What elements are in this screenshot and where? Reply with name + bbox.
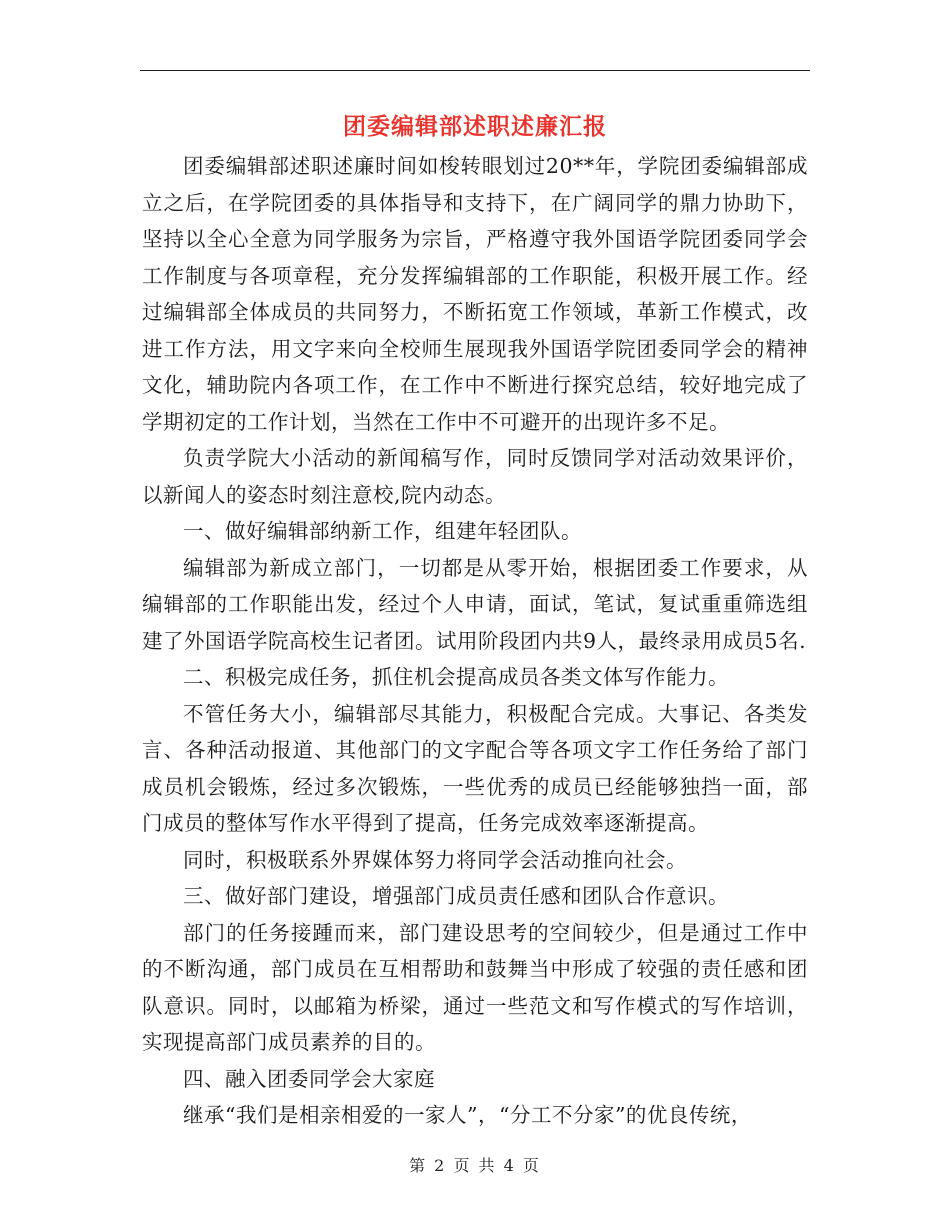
paragraph: 同时，积极联系外界媒体努力将同学会活动推向社会。 <box>183 847 687 872</box>
header-rule <box>140 70 810 71</box>
section-heading: 二、积极完成任务，抓住机会提高成员各类文体写作能力。 <box>183 665 729 689</box>
document-body <box>142 148 808 1134</box>
section-heading: 三、做好部门建设，增强部门成员责任感和团队合作意识。 <box>183 884 729 908</box>
paragraph: 团委编辑部述职述廉时间如梭转眼划过20**年，学院团委编辑部成立之后，在学院团委的具体指导和支持下，在广阔同学的鼎力协助下，坚持以全心全意为同学服务为宗旨，严格遵守我外国语学院团委同学会工作制度与各项章程，充分发挥编辑部的工作职能，积极开展工作。经过编辑部全体成员的共同努力，不断拓宽工作领域，革新工作模式，改进工作方法，用文字来向全校师生展现我外国语学院团委同学会的精神文化，辅助院内各项工作，在工作中不断进行探究总结，较好地完成了学期初定的工作计划，当然在工作中不可避开的出现许多不足。 <box>142 154 808 434</box>
section-heading: 四、融入团委同学会大家庭 <box>183 1066 435 1091</box>
section-heading: 一、做好编辑部纳新工作，组建年轻团队。 <box>183 519 582 543</box>
paragraph: 继承“我们是相亲相爱的一家人”，“分工不分家”的优良传统， <box>183 1103 752 1127</box>
paragraph: 部门的任务接踵而来，部门建设思考的空间较少，但是通过工作中的不断沟通，部门成员在互相帮助和鼓舞当中形成了较强的责任感和团队意识。同时，以邮箱为桥梁，通过一些范文和写作模式的写作培训，实现提高部门成员素养的目的。 <box>142 920 808 1054</box>
page-number-footer: 第 2 页 共 4 页 <box>409 1156 541 1175</box>
paragraph: 不管任务大小，编辑部尽其能力，积极配合完成。大事记、各类发言、各种活动报道、其他部门的文字配合等各项文字工作任务给了部门成员机会锻炼，经过多次锻炼，一些优秀的成员已经能够独挡一面，部门成员的整体写作水平得到了提高，任务完成效率逐渐提高。 <box>142 701 808 835</box>
paragraph: 负责学院大小活动的新闻稿写作，同时反馈同学对活动效果评价，以新闻人的姿态时刻注意校,院内动态。 <box>142 446 808 507</box>
paragraph: 编辑部为新成立部门，一切都是从零开始，根据团委工作要求，从编辑部的工作职能出发，经过个人申请，面试，笔试，复试重重筛选组建了外国语学院高校生记者团。试用阶段团内共9人，最终录用成员5名. <box>142 555 808 653</box>
document-title: 团委编辑部述职述廉汇报 <box>343 114 607 140</box>
